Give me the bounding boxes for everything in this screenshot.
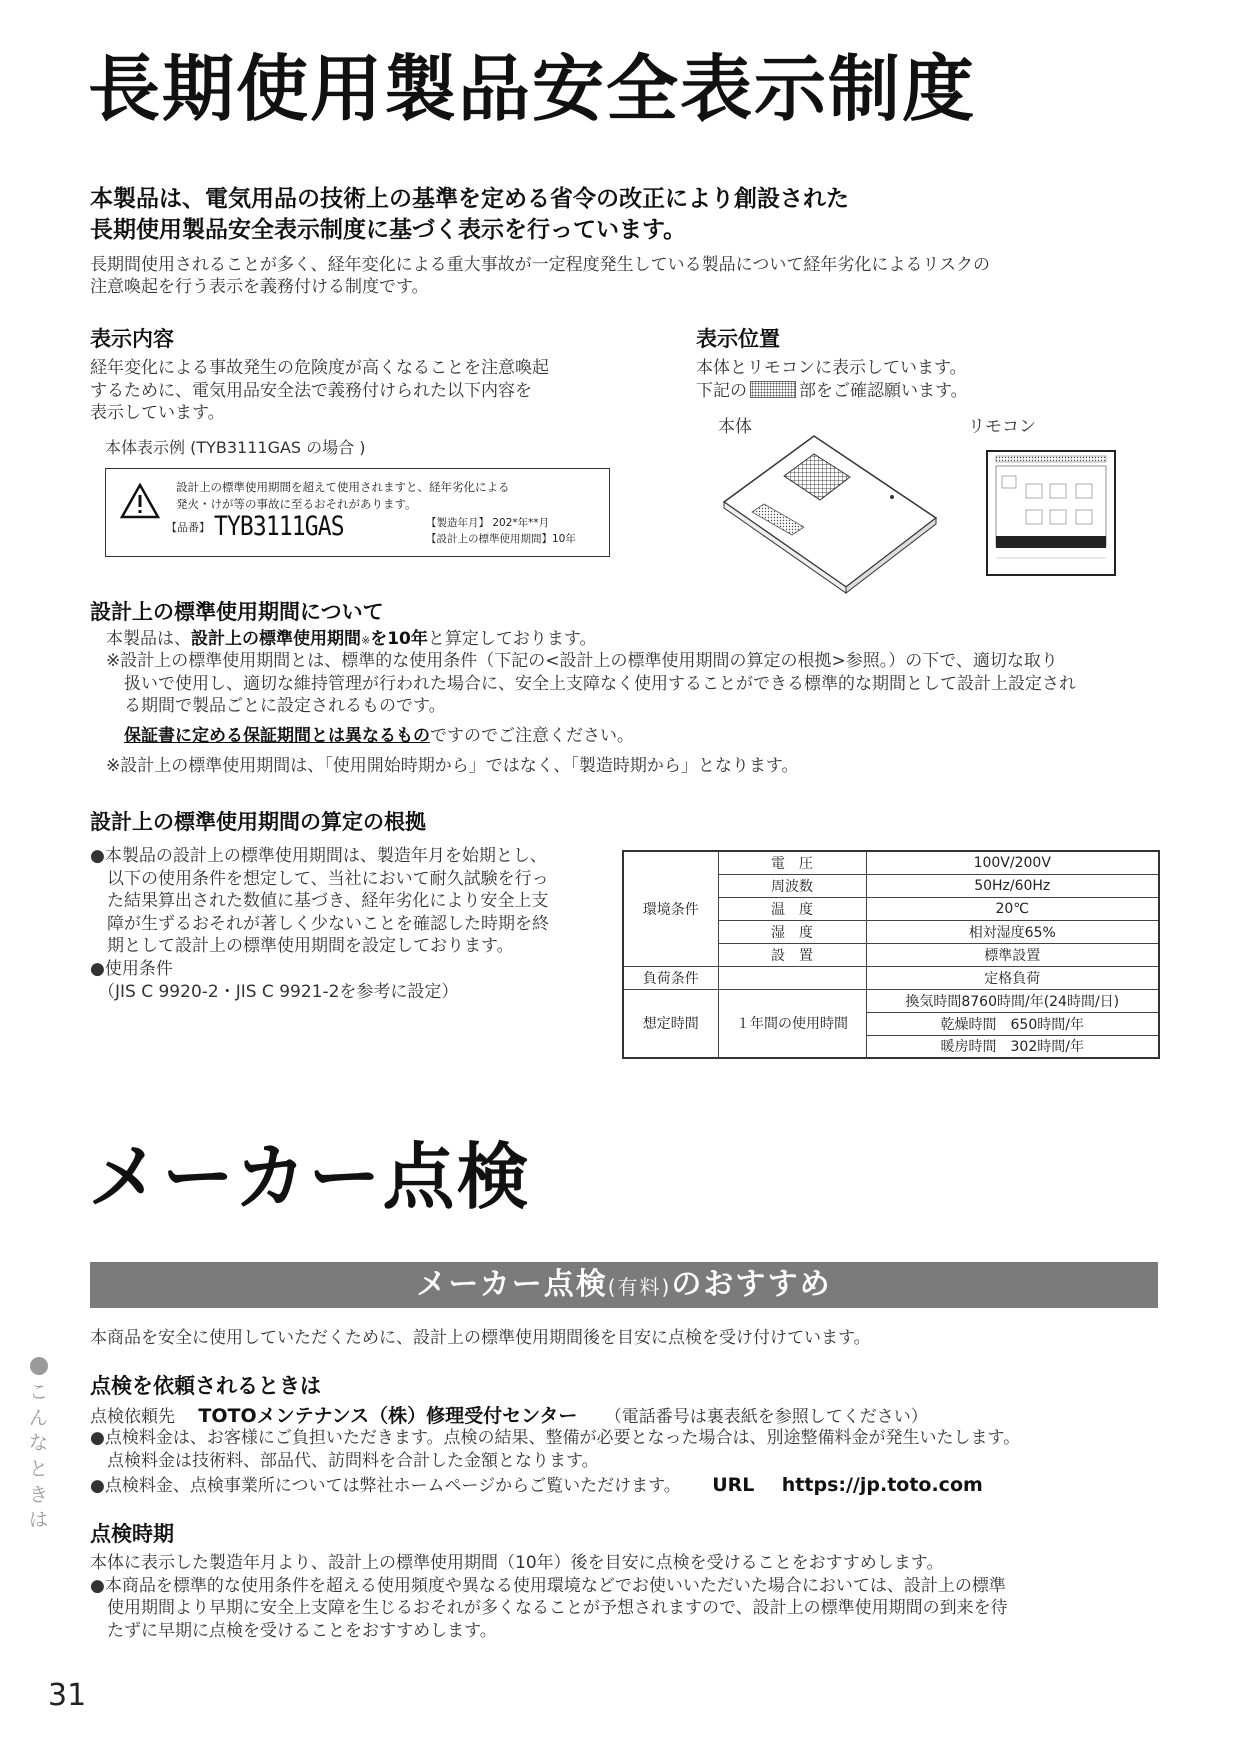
remote-illustration <box>986 450 1116 576</box>
text-segment: 部をご確認願います。 <box>799 380 968 401</box>
intro-line: 長期間使用されることが多く、経年変化による重大事故が一定程度発生している製品について経年劣化によるリスクの <box>90 255 990 275</box>
text-segment: ●点検料金、点検事業所については弊社ホームページからご覧いただけます。 <box>90 1476 681 1496</box>
table-cell: 想定時間 <box>623 989 718 1058</box>
table-row <box>623 966 1159 989</box>
table-cell: 相対湿度65% <box>866 920 1159 943</box>
bullet-line: ●本製品の設計上の標準使用期間は、製造年月を始期とし、 <box>90 846 547 866</box>
bullet-line: （JIS C 9920-2・JIS C 9921-2を参考に設定） <box>98 981 459 1002</box>
text-segment: 設計上の標準使用期間 <box>191 629 361 649</box>
usage-conditions-table <box>622 850 1160 1059</box>
standard-period-line <box>106 628 597 651</box>
text-segment: 保証書に定める保証期間とは異なるもの <box>124 726 430 746</box>
display-position-body <box>696 357 1166 402</box>
standard-period-note <box>106 650 1176 718</box>
display-position-heading: 表示位置 <box>696 327 780 351</box>
label-date-line: 【設計上の標準使用期間】10年 <box>426 532 576 545</box>
table-cell: 定格負荷 <box>866 966 1159 989</box>
web-bullet <box>90 1473 983 1498</box>
body-line <box>696 380 1166 403</box>
table-cell: 100V/200V <box>866 851 1159 874</box>
bullet-line: ●本商品を標準的な使用条件を超える使用頻度や異なる使用環境などでお使いいただいた場合においては、設計上の標準 <box>90 1575 1006 1596</box>
side-tab-label[interactable]: こんなときは <box>29 1381 49 1532</box>
label-warning-line: 発火・けが等の事故に至るおそれがあります。 <box>176 496 417 511</box>
table-row <box>623 851 1159 874</box>
remote-label: リモコン <box>968 417 1036 437</box>
body-line: 表示しています。 <box>90 403 225 424</box>
label-example-caption: 本体表示例 (TYB3111GAS の場合 ) <box>105 438 366 457</box>
bullet-line: 使用期間より早期に安全上支障を生じるおそれが多くなることが予想されますので、設計上の標準使用期間の到来を待 <box>107 1598 1008 1619</box>
lead-line: 長期使用製品安全表示制度に基づく表示を行っています。 <box>90 217 687 244</box>
text-segment: ※ <box>361 634 371 647</box>
bullet-line: 点検料金は技術料、部品代、訪問料を合計した金額となります。 <box>107 1450 599 1471</box>
maker-intro: 本商品を安全に使用していただくために、設計上の標準使用期間後を目安に点検を受け付けています。 <box>90 1328 871 1348</box>
table-cell: 設 置 <box>718 943 866 966</box>
lead-line: 本製品は、電気用品の技術上の基準を定める省令の改正により創設された <box>90 186 849 212</box>
page-title: 長期使用製品安全表示制度 <box>88 47 977 131</box>
marking-swatch <box>750 381 796 398</box>
warning-icon <box>120 483 160 519</box>
intro-line: 注意喚起を行う表示を義務付ける制度です。 <box>90 277 429 298</box>
table-row <box>623 989 1159 1012</box>
bullet-line: ●点検料金は、お客様にご負担いただきます。点検の結果、整備が必要となった場合は、別途整備料金が発生いたします。 <box>90 1428 1021 1448</box>
note-line: ※設計上の標準使用期間とは、標準的な使用条件（下記の<設計上の標準使用期間の算定の根拠>参照。）の下で、適切な取り <box>106 651 1058 671</box>
text-segment: ですのでご注意ください。 <box>430 726 634 746</box>
label-date-line: 【製造年月】 202*年**月 <box>426 517 550 529</box>
text-segment: を10年 <box>370 629 428 649</box>
bullet-line: 以下の使用条件を想定して、当社において耐久試験を行っ <box>107 868 549 889</box>
maker-inspection-banner <box>90 1262 1158 1308</box>
text-segment: 下記の <box>696 380 747 401</box>
table-cell: 電 圧 <box>718 851 866 874</box>
table-cell: 暖房時間 302時間/年 <box>866 1035 1159 1058</box>
table-cell: 標準設置 <box>866 943 1159 966</box>
text-segment: （電話番号は裏表紙を参照してください） <box>604 1407 928 1427</box>
basis-bullets <box>90 845 610 1003</box>
warranty-note <box>124 725 634 748</box>
side-tab-dot-icon <box>30 1357 48 1375</box>
lead-text <box>90 184 1150 246</box>
table-cell: 温 度 <box>718 897 866 920</box>
product-label-example <box>105 468 610 557</box>
label-date-info <box>426 516 576 548</box>
label-model-number: TYB3111GAS <box>214 511 344 542</box>
fee-bullet <box>90 1427 1170 1472</box>
basis-heading: 設計上の標準使用期間の算定の根拠 <box>90 810 426 834</box>
bullet-line: た結果算出された数値に基づき、経年劣化により安全上支 <box>107 891 549 912</box>
bullet-line: ●使用条件 <box>90 959 173 980</box>
maker-inspection-title: メーカー点検 <box>88 1135 531 1219</box>
text-segment: 点検依頼先 <box>90 1407 175 1427</box>
request-contact <box>90 1404 928 1429</box>
table-cell: １年間の使用時間 <box>718 989 866 1058</box>
table-cell: 周波数 <box>718 874 866 897</box>
label-warning-line: 設計上の標準使用期間を超えて使用されますと、経年劣化による <box>176 480 510 494</box>
timing-body <box>90 1552 1170 1642</box>
table-cell: 50Hz/60Hz <box>866 874 1159 897</box>
bullet-line: 障が生ずるおそれが著しく少ないことを確認した時期を終 <box>107 913 549 934</box>
unit-illustration <box>722 432 940 594</box>
body-line: 本体とリモコンに表示しています。 <box>696 358 967 378</box>
bullet-line: たずに早期に点検を受けることをおすすめします。 <box>107 1620 497 1641</box>
table-cell <box>718 966 866 989</box>
banner-text: のおすすめ <box>671 1267 832 1302</box>
table-cell: 乾燥時間 650時間/年 <box>866 1012 1159 1035</box>
display-content-heading: 表示内容 <box>90 327 174 351</box>
table-cell: 環境条件 <box>623 851 718 966</box>
text-segment: 本製品は、 <box>106 629 191 649</box>
unit-label: 本体 <box>718 417 752 437</box>
note-line: る期間で製品ごとに設定されるものです。 <box>124 696 446 717</box>
text-segment: TOTOメンテナンス（株）修理受付センター <box>198 1405 578 1427</box>
bullet-line: 期として設計上の標準使用期間を設定しております。 <box>107 936 514 957</box>
timing-heading: 点検時期 <box>90 1522 174 1546</box>
note-line: 扱いで使用し、適切な維持管理が行われた場合に、安全上支障なく使用することができる標準的な期間として設計上設定され <box>124 673 1076 694</box>
body-line: 本体に表示した製造年月より、設計上の標準使用期間（10年）後を目安に点検を受けることをおすすめします。 <box>90 1553 944 1573</box>
text-segment: と算定しております。 <box>427 629 597 649</box>
standard-period-heading: 設計上の標準使用期間について <box>90 600 384 624</box>
body-line: するために、電気用品安全法で義務付けられた以下内容を <box>90 380 532 401</box>
body-line: 経年変化による事故発生の危険度が高くなることを注意喚起 <box>90 358 549 378</box>
table-cell: 換気時間8760時間/年(24時間/日) <box>866 989 1159 1012</box>
label-warning-text <box>176 479 510 512</box>
intro-text <box>90 254 1170 298</box>
toto-url-link[interactable]: https://jp.toto.com <box>781 1474 983 1496</box>
text-segment: URL <box>712 1474 755 1496</box>
display-content-body <box>90 357 630 425</box>
request-heading: 点検を依頼されるときは <box>90 1374 321 1398</box>
label-hinban: 【品番】 <box>166 521 210 534</box>
table-cell: 20℃ <box>866 897 1159 920</box>
table-cell: 負荷条件 <box>623 966 718 989</box>
banner-text: (有料) <box>607 1275 672 1299</box>
banner-text: メーカー点検 <box>416 1267 608 1302</box>
table-cell: 湿 度 <box>718 920 866 943</box>
standard-period-note-2: ※設計上の標準使用期間は、「使用開始時期から」ではなく、「製造時期から」となります。 <box>106 756 799 776</box>
page-number: 31 <box>48 1678 87 1713</box>
